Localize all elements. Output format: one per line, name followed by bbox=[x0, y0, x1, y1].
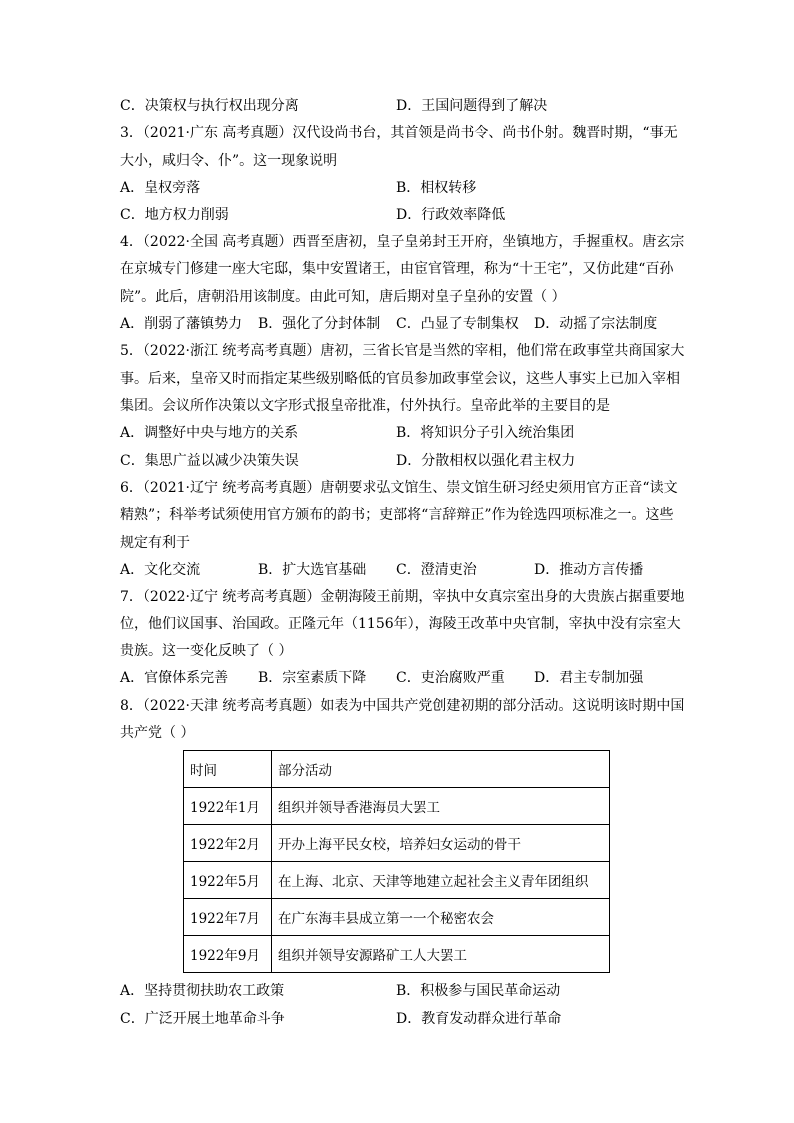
q4-options bbox=[120, 314, 680, 336]
q8-option-a: A．坚持贯彻扶助农工政策 bbox=[120, 983, 285, 999]
table-row bbox=[184, 788, 610, 825]
q8-stem-line-1: 8．（2022·天津 统考高考真题）如表为中国共产党创建初期的部分活动。这说明该时期中国 bbox=[120, 698, 685, 714]
q6-stem-line-3: 规定有利于 bbox=[120, 535, 190, 551]
table-cell-activity: 组织并领导安源路矿工人大罢工 bbox=[272, 936, 610, 973]
q6-option-d: D．推动方言传播 bbox=[534, 562, 644, 578]
q3-stem-line-1: 3．（2021·广东 高考真题）汉代设尚书台，其首领是尚书令、尚书仆射。魏晋时期，“事无 bbox=[120, 125, 678, 141]
q7-stem-line-1: 7．（2022·辽宁 统考高考真题）金朝海陵王前期，宰执中女真宗室出身的大贵族占据重要地 bbox=[120, 589, 685, 605]
q4-option-c: C．凸显了专制集权 bbox=[396, 316, 519, 332]
q8-option-d: D．教育发动群众进行革命 bbox=[396, 1011, 562, 1027]
q4-stem-line-2: 在京城专门修建一座大宅邸，集中安置诸王，由宦官管理，称为“十王宅”，又仿此建“百孙 bbox=[120, 261, 674, 277]
q3-options-row-2 bbox=[120, 205, 680, 227]
q3-option-d: D．行政效率降低 bbox=[396, 207, 506, 223]
q7-stem-line-3: 贵族。这一变化反映了（ ） bbox=[120, 643, 293, 659]
q5-options-row-1 bbox=[120, 423, 680, 445]
q5-option-c: C．集思广益以减少决策失误 bbox=[120, 453, 299, 469]
q6-option-a: A．文化交流 bbox=[120, 562, 201, 578]
q7-option-a: A．官僚体系完善 bbox=[120, 670, 229, 686]
table-cell-time: 1922年7月 bbox=[184, 899, 272, 936]
table-cell-activity: 在广东海丰县成立第一一个秘密农会 bbox=[272, 899, 610, 936]
q3-options-row-1 bbox=[120, 178, 680, 200]
q3-option-b: B．相权转移 bbox=[396, 180, 477, 196]
q7-stem-line-2: 位，他们议国事、治国政。正隆元年（1156年），海陵王改革中央官制，宰执中没有宗室大 bbox=[120, 616, 681, 632]
q8-stem-line-2: 共产党（ ） bbox=[120, 725, 195, 741]
q8-options-row-2 bbox=[120, 1009, 680, 1031]
q7-option-b: B．宗室素质下降 bbox=[258, 670, 367, 686]
q7-options bbox=[120, 668, 680, 690]
q6-options bbox=[120, 560, 680, 582]
table-header-time: 时间 bbox=[184, 751, 272, 788]
q4-option-d: D．动摇了宗法制度 bbox=[534, 316, 658, 332]
table-cell-time: 1922年5月 bbox=[184, 862, 272, 899]
q2-option-d: D．王国问题得到了解决 bbox=[396, 98, 548, 114]
q7-option-d: D．君主专制加强 bbox=[534, 670, 644, 686]
q5-stem-line-2: 事。后来，皇帝又时而指定某些级别略低的官员参加政事堂会议，这些人事实上已加入宰相 bbox=[120, 371, 680, 387]
q5-stem-line-3: 集团。会议所作决策以文字形式报皇帝批准，付外执行。皇帝此举的主要目的是 bbox=[120, 398, 610, 414]
table-row bbox=[184, 899, 610, 936]
table-cell-activity: 组织并领导香港海员大罢工 bbox=[272, 788, 610, 825]
q4-option-b: B．强化了分封体制 bbox=[258, 316, 381, 332]
q6-option-b: B．扩大选官基础 bbox=[258, 562, 367, 578]
table-cell-time: 1922年2月 bbox=[184, 825, 272, 862]
q5-option-b: B．将知识分子引入统治集团 bbox=[396, 425, 575, 441]
q6-stem-line-1: 6．（2021·辽宁 统考高考真题）唐朝要求弘文馆生、崇文馆生研习经史须用官方正音“读文 bbox=[120, 480, 678, 496]
table-row bbox=[184, 825, 610, 862]
table-row bbox=[184, 936, 610, 973]
table-header-activity: 部分活动 bbox=[272, 751, 610, 788]
q2-options bbox=[120, 96, 680, 118]
q3-stem-line-2: 大小，咸归令、仆”。这一现象说明 bbox=[120, 153, 338, 169]
q2-option-c: C．决策权与执行权出现分离 bbox=[120, 98, 299, 114]
q8-activity-table bbox=[183, 750, 610, 973]
q8-option-b: B．积极参与国民革命运动 bbox=[396, 983, 561, 999]
table-cell-time: 1922年9月 bbox=[184, 936, 272, 973]
q8-option-c: C．广泛开展土地革命斗争 bbox=[120, 1011, 285, 1027]
q8-options-row-1 bbox=[120, 981, 680, 1003]
q5-option-a: A．调整好中央与地方的关系 bbox=[120, 425, 299, 441]
q5-option-d: D．分散相权以强化君主权力 bbox=[396, 453, 576, 469]
q3-option-c: C．地方权力削弱 bbox=[120, 207, 229, 223]
q4-stem-line-1: 4．（2022·全国 高考真题）西晋至唐初，皇子皇弟封王开府，坐镇地方，手握重权。唐玄宗 bbox=[120, 234, 685, 250]
table-cell-time: 1922年1月 bbox=[184, 788, 272, 825]
q3-option-a: A．皇权旁落 bbox=[120, 180, 201, 196]
q4-option-a: A．削弱了藩镇势力 bbox=[120, 316, 243, 332]
q5-stem-line-1: 5．（2022·浙江 统考高考真题）唐初，三省长官是当然的宰相，他们常在政事堂共商国家大 bbox=[120, 343, 685, 359]
q6-option-c: C．澄清吏治 bbox=[396, 562, 477, 578]
table-row bbox=[184, 862, 610, 899]
q7-option-c: C．吏治腐败严重 bbox=[396, 670, 505, 686]
table-header-row bbox=[184, 751, 610, 788]
q5-options-row-2 bbox=[120, 451, 680, 473]
q4-stem-line-3: 院”。此后，唐朝沿用该制度。由此可知，唐后期对皇子皇孙的安置（ ） bbox=[120, 289, 566, 305]
q6-stem-line-2: 精熟”；科举考试须使用官方颁布的韵书；吏部将“言辞辩正”作为铨选四项标准之一。这些 bbox=[120, 507, 674, 523]
table-cell-activity: 开办上海平民女校，培养妇女运动的骨干 bbox=[272, 825, 610, 862]
table-cell-activity: 在上海、北京、天津等地建立起社会主义青年团组织 bbox=[272, 862, 610, 899]
